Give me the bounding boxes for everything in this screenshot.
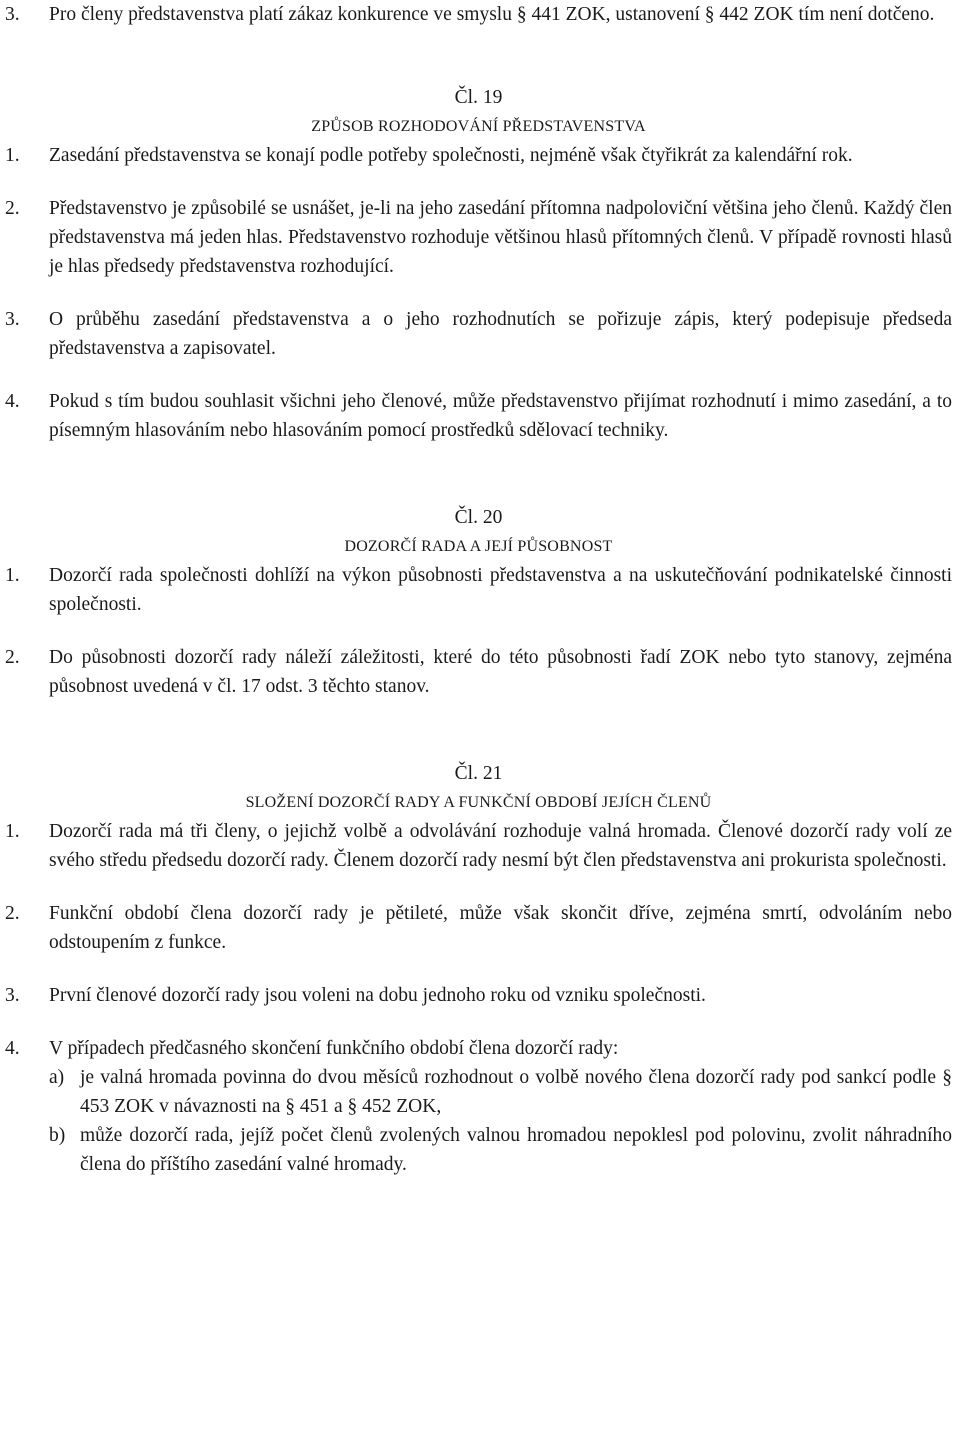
- paragraph-number: 1.: [5, 145, 20, 166]
- paragraph-number: 4.: [5, 391, 20, 412]
- article-20-paragraph-2: [5, 643, 952, 701]
- paragraph-text: Do působnosti dozorčí rady náleží záležitosti, které do této působnosti řadí ZOK nebo tyto stanovy, zejména působnost uvedená v čl. 17 odst. 3 těchto stanov.: [49, 647, 952, 697]
- article-20-paragraph-1: [5, 561, 952, 619]
- article-21-subitem-a: [5, 1063, 952, 1121]
- article-19-paragraph-4: [5, 387, 952, 445]
- subitem-letter: b): [49, 1125, 66, 1146]
- paragraph-number: 2.: [5, 198, 20, 219]
- article-21-subitem-b: [5, 1121, 952, 1179]
- paragraph-number: 2.: [5, 903, 20, 924]
- article-19-paragraph-1: [5, 141, 952, 170]
- paragraph-text: V případech předčasného skončení funkčního období člena dozorčí rady:: [49, 1038, 619, 1059]
- article-19-paragraph-3: [5, 305, 952, 363]
- paragraph-text: Funkční období člena dozorčí rady je pětileté, může však skončit dříve, zejména smrtí, odvoláním nebo odstoupením z funkce.: [49, 903, 952, 953]
- paragraph-number: 2.: [5, 647, 20, 668]
- article-21-paragraph-3: [5, 981, 952, 1010]
- paragraph-text: Představenstvo je způsobilé se usnášet, je-li na jeho zasedání přítomna nadpoloviční většina jeho členů. Každý člen představenstva má jeden hlas. Představenstvo rozhoduje většinou hlasů přítomných členů. V případě rovnosti hlasů je hlas předsedy představenstva rozhodující.: [49, 198, 952, 277]
- paragraph-text: Zasedání představenstva se konají podle potřeby společnosti, nejméně však čtyřikrát za kalendářní rok.: [49, 145, 853, 166]
- article-21-paragraph-1: [5, 817, 952, 875]
- paragraph-text: O průběhu zasedání představenstva a o jeho rozhodnutích se pořizuje zápis, který podepisuje předseda představenstva a zapisovatel.: [49, 309, 952, 359]
- subitem-letter: a): [49, 1067, 65, 1088]
- article-19-title: ZPŮSOB ROZHODOVÁNÍ PŘEDSTAVENSTVA: [311, 118, 646, 135]
- article-19-paragraph-2: [5, 194, 952, 281]
- subitem-text: je valná hromada povinna do dvou měsíců rozhodnout o volbě nového člena dozorčí rady pod sankcí podle § 453 ZOK v návaznosti na § 451 a § 452 ZOK,: [80, 1067, 952, 1117]
- paragraph-3-competition: [5, 0, 952, 29]
- article-20-title: DOZORČÍ RADA A JEJÍ PŮSOBNOST: [344, 538, 613, 555]
- paragraph-number: 4.: [5, 1038, 20, 1059]
- paragraph-text: Pro členy představenstva platí zákaz konkurence ve smyslu § 441 ZOK, ustanovení § 442 ZOK tím není dotčeno.: [49, 4, 935, 25]
- paragraph-text: Dozorčí rada společnosti dohlíží na výkon působnosti představenstva a na uskutečňování podnikatelské činnosti společnosti.: [49, 565, 952, 615]
- subitem-text: může dozorčí rada, jejíž počet členů zvolených valnou hromadou nepoklesl pod polovinu, zvolit náhradního člena do příštího zasedání valné hromady.: [80, 1125, 952, 1175]
- paragraph-number: 1.: [5, 565, 20, 586]
- article-20-number: Čl. 20: [454, 507, 503, 528]
- article-21-paragraph-2: [5, 899, 952, 957]
- paragraph-number: 3.: [5, 985, 20, 1006]
- article-21-title: SLOŽENÍ DOZORČÍ RADY A FUNKČNÍ OBDOBÍ JEJÍCH ČLENŮ: [245, 794, 712, 811]
- paragraph-number: 3.: [5, 309, 20, 330]
- paragraph-number: 1.: [5, 821, 20, 842]
- paragraph-text: Pokud s tím budou souhlasit všichni jeho členové, může představenstvo přijímat rozhodnutí i mimo zasedání, a to písemným hlasováním nebo hlasováním pomocí prostředků sdělovací techniky.: [49, 391, 952, 441]
- article-21-number: Čl. 21: [454, 763, 503, 784]
- paragraph-text: První členové dozorčí rady jsou voleni na dobu jednoho roku od vzniku společnosti.: [49, 985, 706, 1006]
- article-19-number: Čl. 19: [454, 87, 503, 108]
- paragraph-number: 3.: [5, 4, 20, 25]
- paragraph-text: Dozorčí rada má tři členy, o jejichž volbě a odvolávání rozhoduje valná hromada. Členové dozorčí rady volí ze svého středu předsedu dozorčí rady. Členem dozorčí rady nesmí být člen představenstva ani prokurista společnosti.: [49, 821, 952, 871]
- article-21-paragraph-4: [5, 1034, 952, 1063]
